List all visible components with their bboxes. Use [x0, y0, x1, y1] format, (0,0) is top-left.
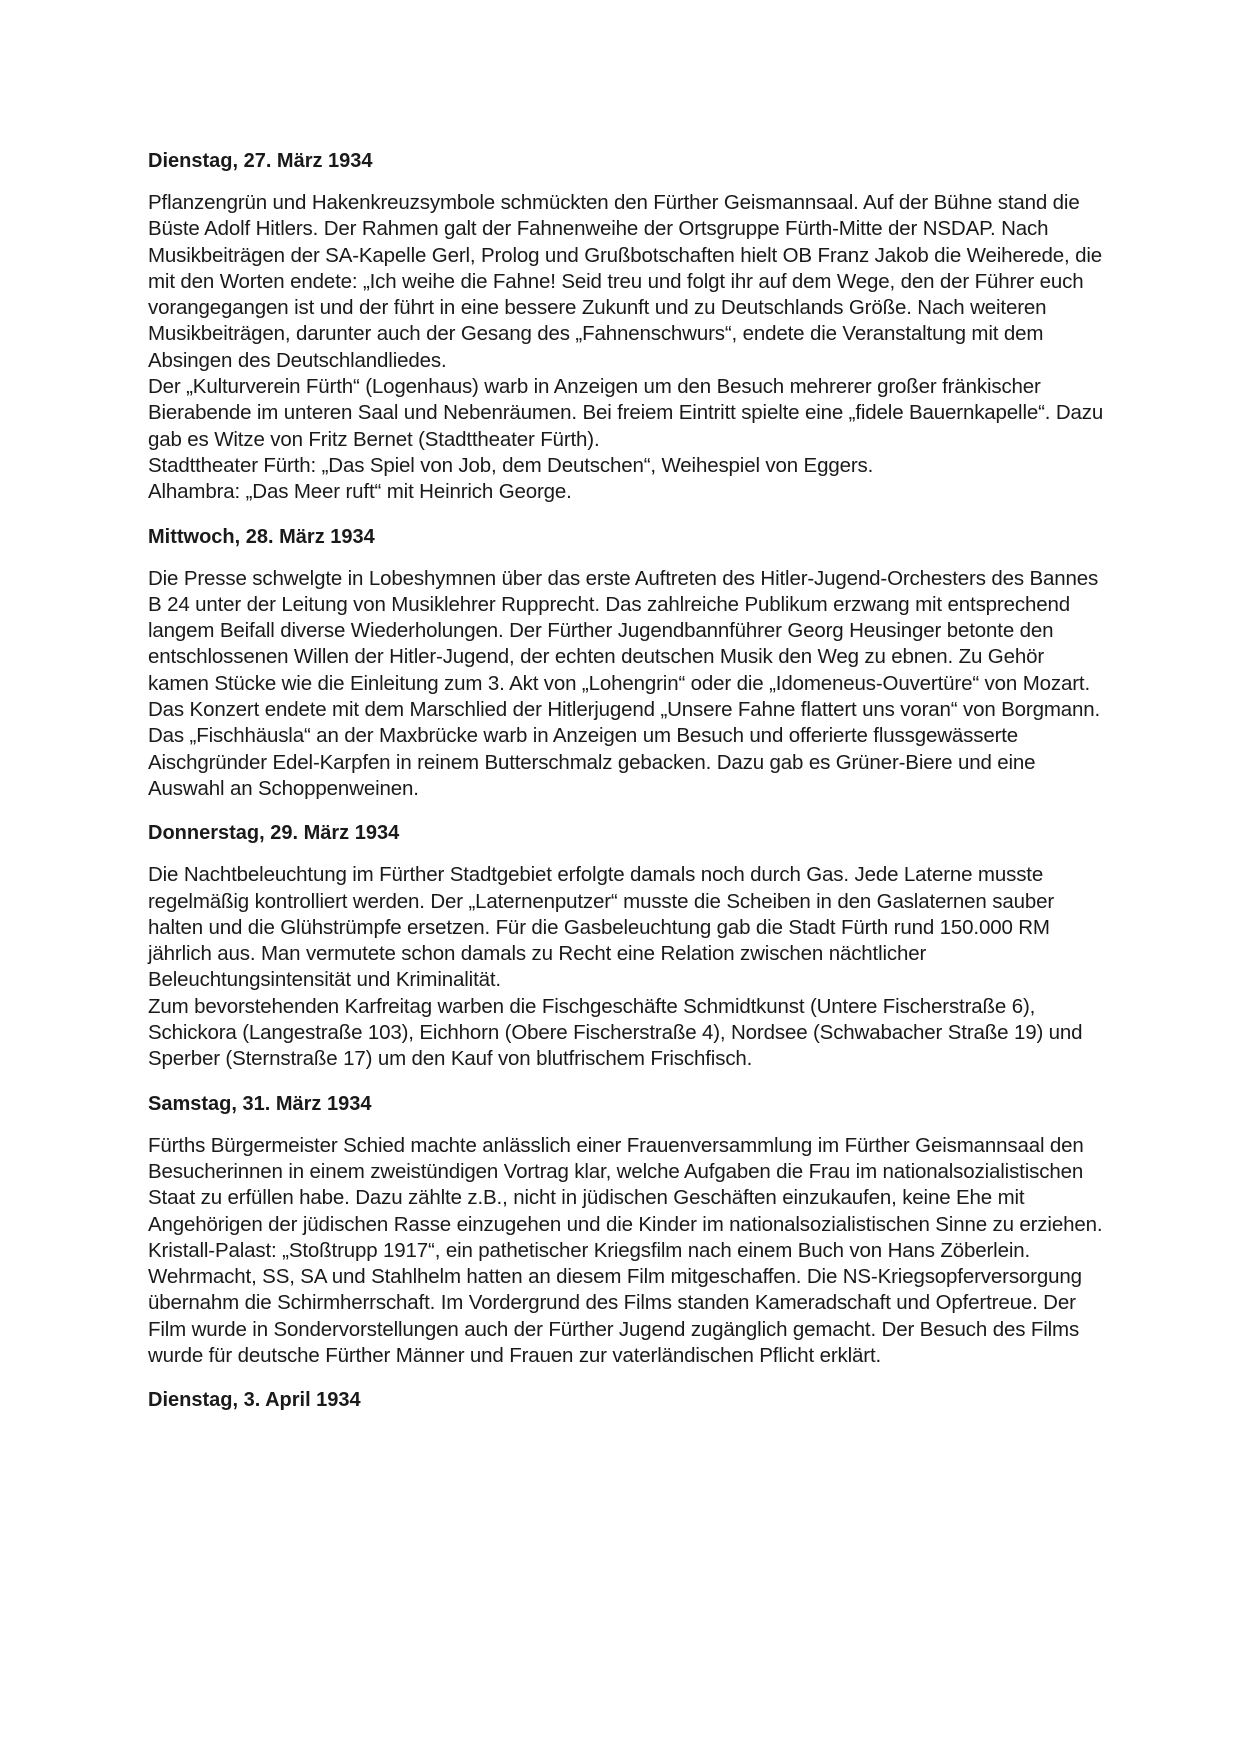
entry-date: Dienstag, 27. März 1934 [148, 150, 373, 172]
entry-0304 [148, 1387, 1108, 1413]
entry-2703 [148, 148, 1108, 506]
entry-body [148, 862, 1108, 1072]
entry-body [148, 1133, 1108, 1370]
entry-date: Samstag, 31. März 1934 [148, 1092, 372, 1115]
entry-body [148, 566, 1108, 803]
entry-date: Mittwoch, 28. März 1934 [148, 525, 375, 548]
paragraph: Zum bevorstehenden Karfreitag warben die Fischgeschäfte Schmidtkunst (Untere Fischerstraße 6), Schickora (Langestraße 103), Eichhorn (Obere Fischerstraße 4), Nordsee (Schwabacher Straße 19) und Sperber (Sternstraße 17) um den Kauf von blutfrischem Frischfisch. [148, 994, 1083, 1071]
paragraph: Pflanzengrün und Hakenkreuzsymbole schmückten den Fürther Geismannsaal. Auf der Bühne stand die Büste Adolf Hitlers. Der Rahmen galt der Fahnenweihe der Ortsgruppe Fürth-Mitte der NSDAP. Nach Musikbeiträgen der SA-Kapelle Gerl, Prolog und Grußbotschaften hielt OB Franz Jakob die Weiherede, die mit den Worten endete: „Ich weihe die Fahne! Seid treu und folgt ihr auf dem Wege, den der Führer euch vorangegangen ist und der führt in eine bessere Zukunft und zu Deutschlands Größe. Nach weiteren Musikbeiträgen, darunter auch der Gesang des „Fahnenschwurs“, endete die Veranstaltung mit dem Absingen des Deutschlandliedes. [148, 191, 1103, 372]
paragraph: Stadttheater Fürth: „Das Spiel von Job, dem Deutschen“, Weihespiel von Eggers. [148, 453, 874, 477]
entry-body [148, 190, 1108, 506]
paragraph: Die Nachtbeleuchtung im Fürther Stadtgebiet erfolgte damals noch durch Gas. Jede Laterne musste regelmäßig kontrolliert werden. Der „Laternenputzer“ musste die Scheiben in den Gaslaternen sauber halten und die Glühstrümpfe ersetzen. Für die Gasbeleuchtung gab die Stadt Fürth rund 150.000 RM jährlich aus. Man vermutete schon damals zu Recht eine Relation zwischen nächtlicher Beleuchtungsintensität und Kriminalität. [148, 863, 1055, 992]
paragraph: Fürths Bürgermeister Schied machte anlässlich einer Frauenversammlung im Fürther Geismannsaal den Besucherinnen in einem zweistündigen Vortrag klar, welche Aufgaben die Frau im nationalsozialistischen Staat zu erfüllen habe. Dazu zählte z.B., nicht in jüdischen Geschäften einzukaufen, keine Ehe mit Angehörigen der jüdischen Rasse einzugehen und die Kinder im nationalsozialistischen Sinne zu erziehen. [148, 1133, 1103, 1236]
entry-date: Dienstag, 3. April 1934 [148, 1389, 361, 1412]
paragraph: Die Presse schwelgte in Lobeshymnen über das erste Auftreten des Hitler-Jugend-Orchesters des Bannes B 24 unter der Leitung von Musiklehrer Rupprecht. Das zahlreiche Publikum erzwang mit entsprechend langem Beifall diverse Wiederholungen. Der Fürther Jugendbannführer Georg Heusinger betonte den entschlossenen Willen der Hitler-Jugend, der echten deutschen Musik den Weg zu ebnen. Zu Gehör kamen Stücke wie die Einleitung zum 3. Akt von „Lohengrin“ oder die „Idomeneus-Ouvertüre“ von Mozart. Das Konzert endete mit dem Marschlied der Hitlerjugend „Unsere Fahne flattert uns voran“ von Borgmann. [148, 566, 1101, 722]
entry-3103 [148, 1091, 1108, 1370]
document-page [148, 148, 1108, 1431]
entry-2903 [148, 820, 1108, 1072]
paragraph: Das „Fischhäusla“ an der Maxbrücke warb in Anzeigen um Besuch und offerierte flussgewässerte Aischgründer Edel-Karpfen in reinem Butterschmalz gebacken. Dazu gab es Grüner-Biere und eine Auswahl an Schoppenweinen. [148, 724, 1036, 800]
entry-date: Donnerstag, 29. März 1934 [148, 822, 400, 845]
paragraph: Der „Kulturverein Fürth“ (Logenhaus) warb in Anzeigen um den Besuch mehrerer großer fränkischer Bierabende im unteren Saal und Nebenräumen. Bei freiem Eintritt spielte eine „fidele Bauernkapelle“. Dazu gab es Witze von Fritz Bernet (Stadttheater Fürth). [148, 375, 1104, 451]
entry-2803 [148, 524, 1108, 803]
paragraph: Kristall-Palast: „Stoßtrupp 1917“, ein pathetischer Kriegsfilm nach einem Buch von Hans Zöberlein. Wehrmacht, SS, SA und Stahlhelm hatten an diesem Film mitgeschaffen. Die NS-Kriegsopferversorgung übernahm die Schirmherrschaft. Im Vordergrund des Films standen Kameradschaft und Opfertreue. Der Film wurde in Sondervorstellungen auch der Fürther Jugend zugänglich gemacht. Der Besuch des Films wurde für deutsche Fürther Männer und Frauen zur vaterländischen Pflicht erklärt. [148, 1238, 1082, 1367]
paragraph: Alhambra: „Das Meer ruft“ mit Heinrich George. [148, 480, 572, 504]
